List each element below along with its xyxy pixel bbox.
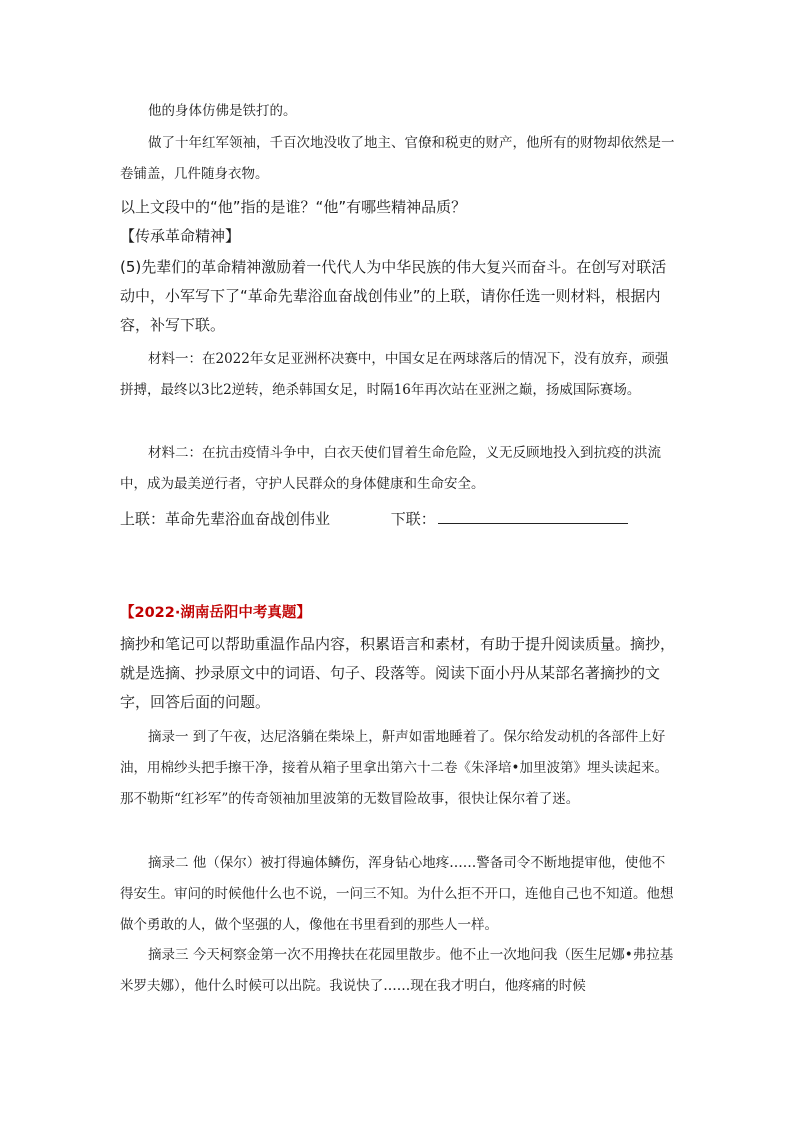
intro-paragraph: 摘抄和笔记可以帮助重温作品内容，积累语言和素材，有助于提升阅读质量。摘抄，就是选摘、抄录原文中的词语、句子、段落等。阅读下面小丹从某部名著摘抄的文字，回答后面的问题。 (120, 635, 676, 711)
question-5: (5)先辈们的革命精神激励着一代代人为中华民族的伟大复兴而奋斗。在创写对联活动中，小军写下了“革命先辈浴血奋战创伟业”的上联，请你任选一则材料，根据内容，补写下联。 (120, 258, 667, 334)
upper-couplet: 上联：革命先辈浴血奋战创伟业 (120, 510, 331, 528)
question-4: 以上文段中的“他”指的是谁？“他”有哪些精神品质？ (120, 198, 467, 216)
excerpt-2: 摘录二 他（保尔）被打得遍体鳞伤，浑身钻心地疼……警备司令不断地提审他，使他不得安生。审问的时候他什么也不说，一问三不知。为什么拒不开口，连他自己也不知道。他想做个勇敢的人，做个坚强的人，像他在书里看到的那些人一样。 (120, 855, 674, 933)
couplet-line (120, 505, 676, 534)
excerpt-1: 摘录一 到了午夜，达尼洛躺在柴垛上，鼾声如雷地睡着了。保尔给发动机的各部件上好油，用棉纱头把手擦干净，接着从箱子里拿出第六十二卷《朱泽培•加里波第》埋头读起来。那不勒斯“红衫军”的传奇领袖加里波第的无数冒险故事，很快让保尔着了迷。 (120, 729, 668, 807)
material-1: 材料一：在2022年女足亚洲杯决赛中，中国女足在两球落后的情况下，没有放弃，顽强拼搏，最终以3比2逆转，绝杀韩国女足，时隔16年再次站在亚洲之巅，扬威国际赛场。 (120, 351, 669, 398)
passage-line-2: 做了十年红军领袖，千百次地没收了地主、官僚和税吏的财产，他所有的财物却依然是一卷铺盖，几件随身衣物。 (120, 135, 675, 182)
excerpt-3: 摘录三 今天柯察金第一次不用搀扶在花园里散步。他不止一次地问我（医生尼娜•弗拉基米罗夫娜），他什么时候可以出院。我说快了……现在我才明白，他疼痛的时候 (120, 947, 674, 994)
exam-source-tag: 【2022·湖南岳阳中考真题】 (120, 605, 311, 621)
lower-couplet-label: 下联： (390, 510, 436, 528)
lower-couplet-blank[interactable] (438, 509, 628, 524)
passage-line-1: 他的身体仿佛是铁打的。 (148, 103, 297, 119)
section-heading: 【传承革命精神】 (120, 227, 241, 245)
material-2: 材料二：在抗击疫情斗争中，白衣天使们冒着生命危险，义无反顾地投入到抗疫的洪流中，成为最美逆行者，守护人民群众的身体健康和生命安全。 (120, 445, 661, 492)
reading-passage-tail (120, 96, 676, 190)
